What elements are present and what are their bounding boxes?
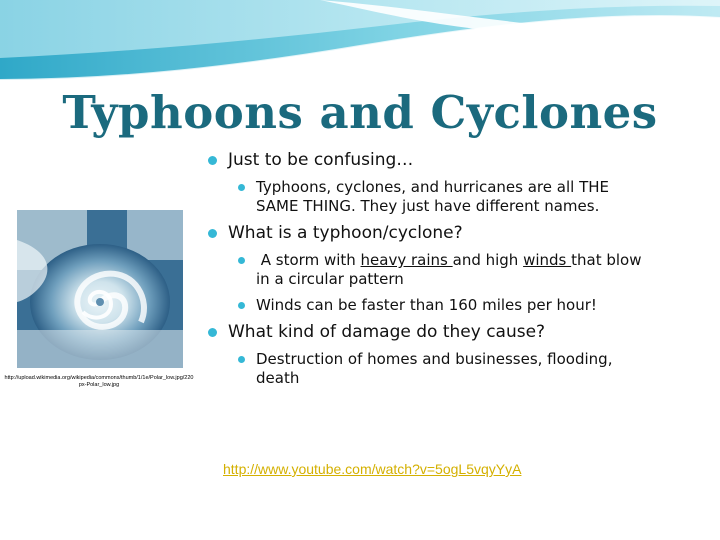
- bullet-1-text: Just to be confusing…: [228, 150, 414, 170]
- bullet-3-1-text: Destruction of homes and businesses, flooding, death: [256, 350, 613, 387]
- bullet-1: [204, 150, 664, 171]
- bullet-2-1-part: A storm with: [256, 251, 361, 269]
- bullet-2-2: [204, 296, 656, 315]
- youtube-video-link[interactable]: http://www.youtube.com/watch?v=5ogL5vqyYyA: [223, 461, 522, 477]
- underlined-term-winds: winds: [523, 251, 572, 269]
- bullet-dot-icon: [238, 302, 245, 309]
- bullet-2-2-text: Winds can be faster than 160 miles per hour!: [256, 296, 597, 314]
- bullet-3-1: [204, 350, 656, 388]
- cyclone-satellite-image: [17, 210, 183, 368]
- bullet-3-text: What kind of damage do they cause?: [228, 322, 546, 342]
- bullet-3: [204, 322, 664, 343]
- underlined-term-heavy-rains: heavy rains: [360, 251, 453, 269]
- bullet-dot-icon: [238, 184, 245, 191]
- bullet-2-1-part: and high: [452, 251, 524, 269]
- bullet-dot-icon: [208, 229, 217, 238]
- image-credit: http://upload.wikimedia.org/wikipedia/commons/thumb/1/1e/Polar_low.jpg/220px-Polar_low.jpg: [4, 375, 194, 388]
- bullet-1-1-text: Typhoons, cyclones, and hurricanes are all THE SAME THING. They just have different names.: [256, 178, 609, 215]
- bullet-dot-icon: [238, 356, 245, 363]
- bullet-2-1-part: that blow in a circular pattern: [256, 251, 642, 288]
- bullet-list: [204, 150, 664, 395]
- bullet-2-text: What is a typhoon/cyclone?: [228, 223, 463, 243]
- slide-title: Typhoons and Cyclones: [62, 86, 658, 139]
- bullet-2: [204, 223, 664, 244]
- bullet-2-1: [204, 251, 656, 289]
- bullet-dot-icon: [208, 328, 217, 337]
- bullet-dot-icon: [238, 257, 245, 264]
- header-wave-decoration: [0, 0, 720, 90]
- bullet-1-1: [204, 178, 656, 216]
- bullet-dot-icon: [208, 156, 217, 165]
